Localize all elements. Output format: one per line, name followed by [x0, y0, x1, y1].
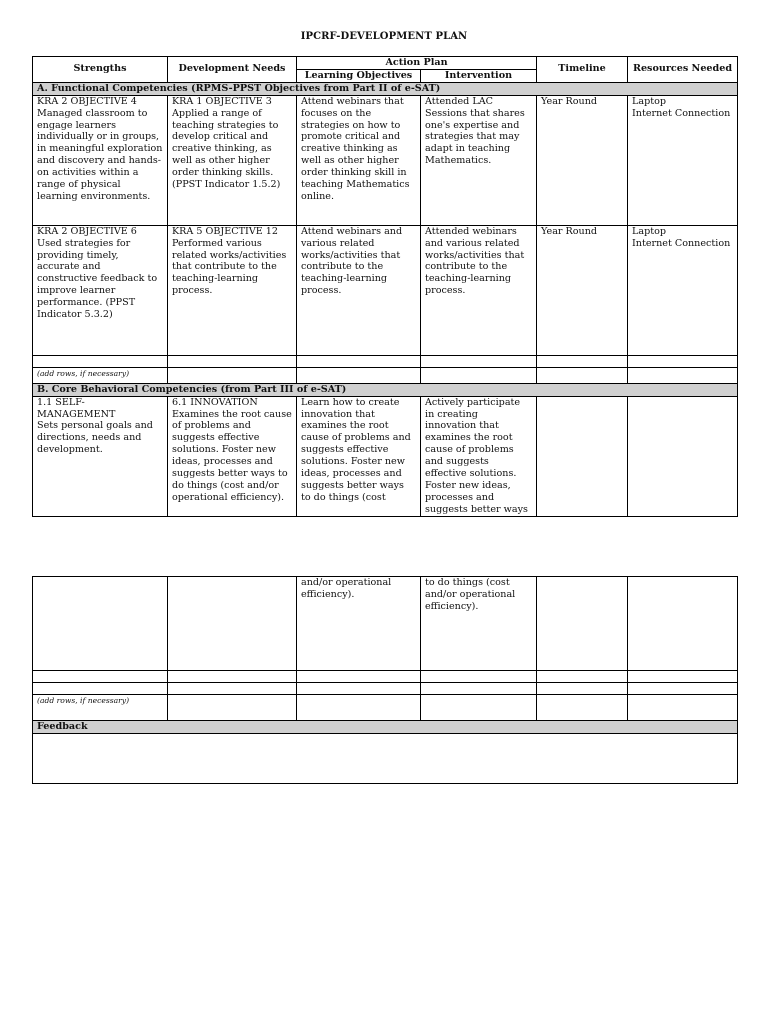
table-row	[33, 95, 738, 225]
development-plan-table-continued	[32, 576, 738, 784]
intervention-cell: Attended LAC Sessions that shares one's expertise and strategies that may adapt in teaching Mathematics.	[421, 95, 537, 225]
resources-cell: Laptop Internet Connection	[628, 95, 738, 225]
header-strengths: Strengths	[33, 57, 168, 83]
add-rows-row	[33, 367, 738, 383]
table-row	[33, 396, 738, 516]
header-timeline: Timeline	[537, 57, 628, 83]
section-a-title: A. Functional Competencies (RPMS-PPST Objectives from Part II of e-SAT)	[33, 82, 738, 95]
empty-row	[33, 671, 738, 683]
table-row	[33, 577, 738, 671]
strength-cell: KRA 2 OBJECTIVE 4 Managed classroom to engage learners individually or in groups, in meaningful exploration and discovery and hands-on activities within a range of physical learning environments.	[33, 95, 168, 225]
learning-objective-cell: Learn how to create innovation that examines the root cause of problems and suggests effective solutions. Foster new ideas, processes and suggests better ways to do things (cost	[297, 396, 421, 516]
development-need-cell: 6.1 INNOVATION Examines the root cause of problems and suggests effective solutions. Foster new ideas, processes and suggests better ways to do things (cost and/or operational efficiency).	[168, 396, 297, 516]
empty-row	[33, 355, 738, 367]
header-intervention: Intervention	[421, 69, 537, 82]
table-row	[33, 225, 738, 355]
add-rows-note: (add rows, if necessary)	[33, 367, 168, 383]
strength-cell: KRA 2 OBJECTIVE 6 Used strategies for providing timely, accurate and constructive feedback to improve learner performance. (PPST Indicator 5.3.2)	[33, 225, 168, 355]
development-need-cell: KRA 1 OBJECTIVE 3 Applied a range of teaching strategies to develop critical and creative thinking, as well as other higher order thinking skills. (PPST Indicator 1.5.2)	[168, 95, 297, 225]
intervention-cell: to do things (cost and/or operational efficiency).	[421, 577, 537, 671]
learning-objective-cell: Attend webinars and various related works/activities that contribute to the teaching-learning process.	[297, 225, 421, 355]
resources-cell: Laptop Internet Connection	[628, 225, 738, 355]
intervention-cell: Attended webinars and various related works/activities that contribute to the teaching-learning process.	[421, 225, 537, 355]
learning-objective-cell: Attend webinars that focuses on the strategies on how to promote critical and creative thinking as well as other higher order thinking skill in teaching Mathematics online.	[297, 95, 421, 225]
header-resources-needed: Resources Needed	[628, 57, 738, 83]
header-action-plan: Action Plan	[297, 57, 537, 70]
timeline-cell: Year Round	[537, 225, 628, 355]
feedback-title: Feedback	[33, 721, 738, 734]
development-need-cell: KRA 5 OBJECTIVE 12 Performed various related works/activities that contribute to the teaching-learning process.	[168, 225, 297, 355]
timeline-cell: Year Round	[537, 95, 628, 225]
development-plan-table	[32, 56, 738, 517]
section-b-title: B. Core Behavioral Competencies (from Part III of e-SAT)	[33, 383, 738, 396]
intervention-cell: Actively participate in creating innovation that examines the root cause of problems and suggests effective solutions. Foster new ideas, processes and suggests better ways	[421, 396, 537, 516]
header-development-needs: Development Needs	[168, 57, 297, 83]
add-rows-note: (add rows, if necessary)	[33, 695, 168, 721]
add-rows-row	[33, 695, 738, 721]
empty-row	[33, 683, 738, 695]
learning-objective-cell: and/or operational efficiency).	[297, 577, 421, 671]
page-title: IPCRF-DEVELOPMENT PLAN	[300, 31, 468, 42]
strength-cell: 1.1 SELF-MANAGEMENT Sets personal goals and directions, needs and development.	[33, 396, 168, 516]
header-learning-objectives: Learning Objectives	[297, 69, 421, 82]
feedback-box	[33, 733, 738, 783]
